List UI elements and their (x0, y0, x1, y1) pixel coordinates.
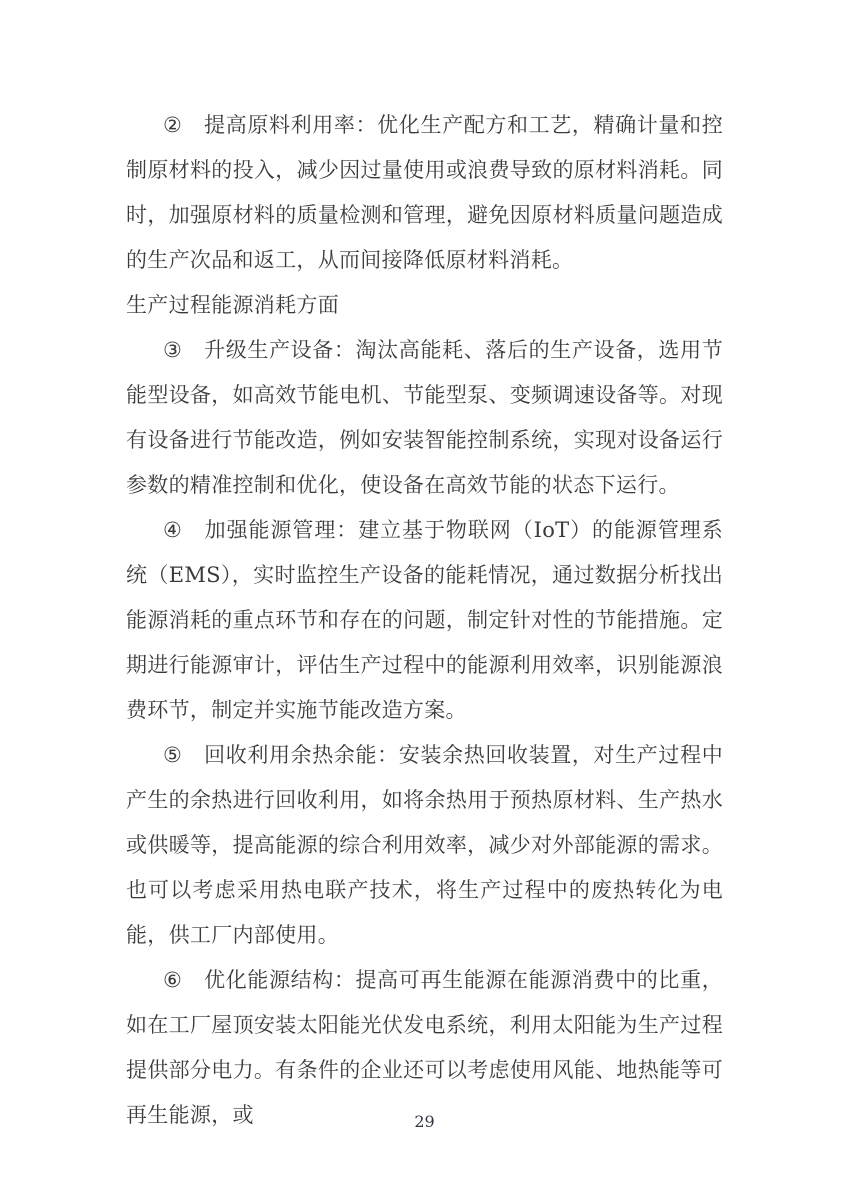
paragraph-item-4: ④ 加强能源管理：建立基于物联网（IoT）的能源管理系统（EMS），实时监控生产设备的能耗情况，通过数据分析找出能源消耗的重点环节和存在的问题，制定针对性的节能措施。定期进行能源审计，评估生产过程中的能源利用效率，识别能源浪费环节，制定并实施节能改造方案。 (126, 518, 723, 722)
paragraph-item-6: ⑥ 优化能源结构：提高可再生能源在能源消费中的比重，如在工厂屋顶安装太阳能光伏发电系统，利用太阳能为生产过程提供部分电力。有条件的企业还可以考虑使用风能、地热能等可再生能源，或 (126, 968, 723, 1127)
page-number: 29 (414, 1112, 435, 1131)
page-footer (0, 1112, 849, 1132)
document-body (126, 103, 723, 1138)
paragraph-item-3: ③ 升级生产设备：淘汰高能耗、落后的生产设备，选用节能型设备，如高效节能电机、节能型泵、变频调速设备等。对现有设备进行节能改造，例如安装智能控制系统，实现对设备运行参数的精准控制和优化，使设备在高效节能的状态下运行。 (126, 338, 723, 497)
paragraph-item-5: ⑤ 回收利用余热余能：安装余热回收装置，对生产过程中产生的余热进行回收利用，如将余热用于预热原材料、生产热水或供暖等，提高能源的综合利用效率，减少对外部能源的需求。也可以考虑采用热电联产技术，将生产过程中的废热转化为电能，供工厂内部使用。 (126, 743, 723, 947)
paragraph-item-2: ② 提高原料利用率：优化生产配方和工艺，精确计量和控制原材料的投入，减少因过量使用或浪费导致的原材料消耗。同时，加强原材料的质量检测和管理，避免因原材料质量问题造成的生产次品和返工，从而间接降低原材料消耗。 (126, 113, 723, 272)
section-heading-energy-consumption: 生产过程能源消耗方面 (126, 293, 339, 317)
